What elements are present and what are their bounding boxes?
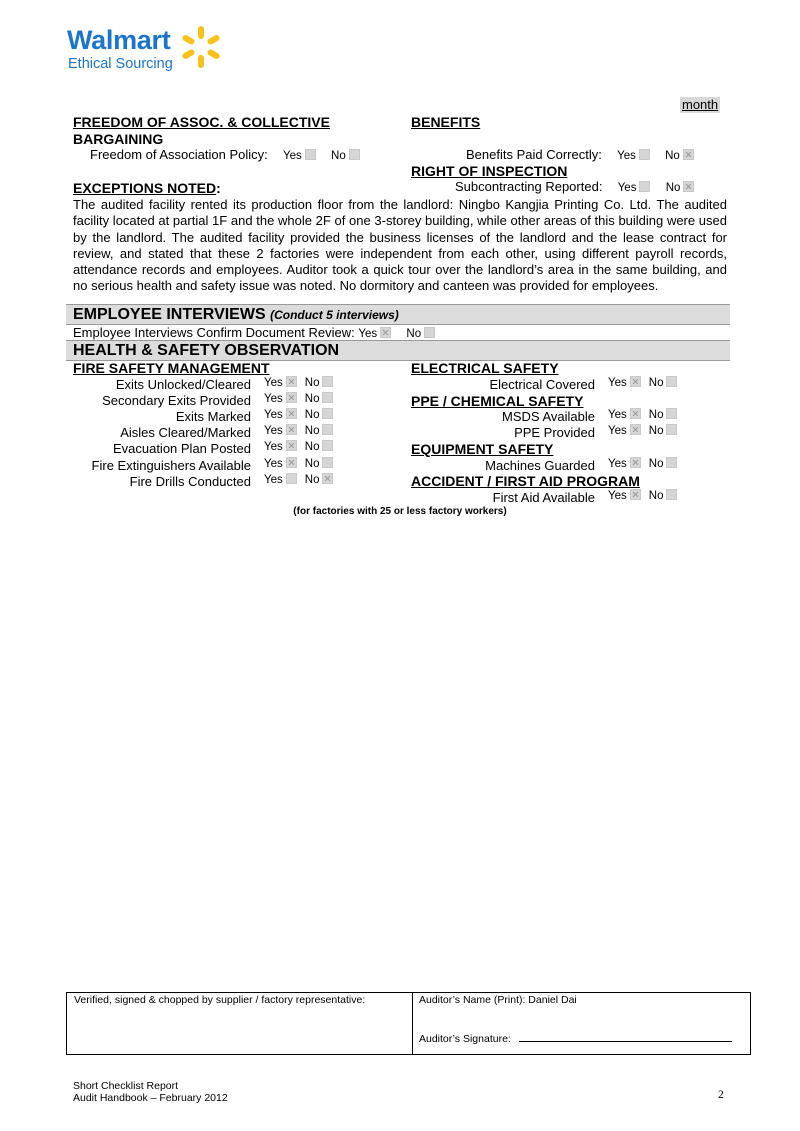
first-aid-yn <box>608 489 677 503</box>
fire-item-yn <box>264 457 333 471</box>
benefits-yes-label: Yes <box>617 150 636 162</box>
fire-no-checkbox[interactable] <box>322 408 333 419</box>
yes-label: Yes <box>608 490 627 502</box>
fire-item-yn <box>264 392 333 406</box>
fire-yes-checkbox[interactable] <box>286 408 297 419</box>
fire-item-yn <box>264 408 333 422</box>
footer-handbook-date: Audit Handbook – February 2012 <box>73 1092 228 1104</box>
fire-no-checkbox[interactable] <box>322 392 333 403</box>
subcontracting-label: Subcontracting Reported: <box>455 179 603 194</box>
employee-interviews-band <box>66 304 730 325</box>
yes-label: Yes <box>608 425 627 437</box>
freedom-policy-row <box>90 147 360 163</box>
ppe-no-checkbox[interactable] <box>666 424 677 435</box>
msds-yes-checkbox[interactable] <box>630 408 641 419</box>
electrical-safety-heading: ELECTRICAL SAFETY <box>411 360 559 376</box>
yes-label: Yes <box>608 458 627 470</box>
fire-item-label: Aisles Cleared/Marked <box>120 425 251 440</box>
freedom-heading <box>73 114 330 148</box>
page-number: 2 <box>718 1089 724 1101</box>
no-label: No <box>648 409 664 421</box>
no-label: No <box>304 474 320 486</box>
freedom-heading-line2: BARGAINING <box>73 131 164 147</box>
fire-item-label: Evacuation Plan Posted <box>112 441 251 456</box>
fire-item-label: Fire Extinguishers Available <box>91 458 251 473</box>
freedom-no-label: No <box>331 150 346 162</box>
yes-label: Yes <box>264 393 283 405</box>
ppe-provided-label: PPE Provided <box>514 425 595 440</box>
electrical-yes-checkbox[interactable] <box>630 376 641 387</box>
machines-yes-checkbox[interactable] <box>630 457 641 468</box>
no-label: No <box>648 490 664 502</box>
fire-item-yn <box>264 440 333 454</box>
fire-item-label: Fire Drills Conducted <box>129 474 251 489</box>
subcontracting-yes-checkbox[interactable] <box>639 181 650 192</box>
fire-no-checkbox[interactable] <box>322 440 333 451</box>
msds-yn <box>608 408 677 422</box>
right-of-inspection-heading: RIGHT OF INSPECTION <box>411 163 568 179</box>
freedom-no-checkbox[interactable] <box>349 149 360 160</box>
yes-label: Yes <box>264 409 283 421</box>
yes-label: Yes <box>608 409 627 421</box>
no-label: No <box>304 425 320 437</box>
msds-no-checkbox[interactable] <box>666 408 677 419</box>
yes-label: Yes <box>264 425 283 437</box>
benefits-no-label: No <box>665 150 680 162</box>
yes-label: Yes <box>264 441 283 453</box>
fire-yes-checkbox[interactable] <box>286 392 297 403</box>
interviews-yes-checkbox[interactable] <box>380 327 391 338</box>
freedom-yes-label: Yes <box>283 150 302 162</box>
subcontracting-yes-label: Yes <box>617 182 637 194</box>
no-label: No <box>304 409 320 421</box>
fire-item-yn <box>264 376 333 390</box>
signature-box <box>66 992 751 1055</box>
month-field[interactable]: month <box>682 97 719 112</box>
footer-report-title: Short Checklist Report <box>73 1080 179 1092</box>
fire-safety-heading: FIRE SAFETY MANAGEMENT <box>73 360 270 376</box>
fire-no-checkbox[interactable] <box>322 424 333 435</box>
benefits-yes-checkbox[interactable] <box>639 149 650 160</box>
fire-no-checkbox[interactable] <box>322 457 333 468</box>
walmart-spark-icon <box>178 24 224 70</box>
yes-label: Yes <box>608 377 627 389</box>
verified-signed-label: Verified, signed & chopped by supplier / factory representative: <box>74 994 366 1006</box>
first-aid-no-checkbox[interactable] <box>666 489 677 500</box>
no-label: No <box>648 377 664 389</box>
fire-yes-checkbox[interactable] <box>286 457 297 468</box>
fire-no-checkbox[interactable] <box>322 376 333 387</box>
fire-item-yn <box>264 473 333 487</box>
freedom-yes-checkbox[interactable] <box>305 149 316 160</box>
electrical-yn <box>608 376 677 390</box>
fire-yes-checkbox[interactable] <box>286 440 297 451</box>
ppe-yes-checkbox[interactable] <box>630 424 641 435</box>
freedom-heading-line1: FREEDOM OF ASSOC. & COLLECTIVE <box>73 114 330 130</box>
exceptions-text: The audited facility rented its production floor from the landlord: Ningbo Kangjia Printing Co. Ltd. The audited facility located at partial 1F and the whole 2F of one 3-storey building, while other areas of this building were used by the landlord. The audited facility provided the business licenses of the landlord and the lease contract for review, and stated that these 2 factories were independent from each other, using different payroll records, attendance records and employees. Auditor took a quick tour over the landlord’s area in the same building, and no serious health and safety issue was noted. No dormitory and canteen was provided for employees. <box>73 197 727 294</box>
health-safety-band <box>66 340 730 361</box>
fire-no-checkbox[interactable] <box>322 473 333 484</box>
ppe-yn <box>608 424 677 438</box>
employee-interviews-title <box>66 305 730 325</box>
machines-no-checkbox[interactable] <box>666 457 677 468</box>
walmart-logo-text: Walmart <box>67 25 171 55</box>
msds-available-label: MSDS Available <box>502 409 595 424</box>
no-label: No <box>304 441 320 453</box>
machines-guarded-label: Machines Guarded <box>485 458 595 473</box>
small-factory-note: (for factories with 25 or less factory workers) <box>293 506 507 517</box>
interviews-no-label: No <box>406 328 422 340</box>
benefits-paid-label: Benefits Paid Correctly: <box>466 147 602 162</box>
auditor-name: Auditor’s Name (Print): Daniel Dai <box>419 994 577 1006</box>
benefits-no-checkbox[interactable] <box>683 149 694 160</box>
subcontracting-no-label: No <box>665 182 681 194</box>
exceptions-heading <box>73 180 221 197</box>
yes-label: Yes <box>264 377 283 389</box>
first-aid-heading: ACCIDENT / FIRST AID PROGRAM <box>411 473 640 489</box>
benefits-row <box>466 147 694 163</box>
ethical-sourcing-label: Ethical Sourcing <box>68 56 173 72</box>
fire-item-yn <box>264 424 333 438</box>
no-label: No <box>304 377 320 389</box>
subcontracting-no-checkbox[interactable] <box>683 181 694 192</box>
electrical-covered-label: Electrical Covered <box>489 377 595 392</box>
interviews-confirm-row <box>73 325 435 341</box>
no-label: No <box>648 458 664 470</box>
interviews-confirm-label: Employee Interviews Confirm Document Review: <box>73 325 355 340</box>
ppe-chemical-heading: PPE / CHEMICAL SAFETY <box>411 393 584 409</box>
fire-yes-checkbox[interactable] <box>286 376 297 387</box>
auditor-signature-row <box>419 1032 732 1046</box>
equipment-safety-heading: EQUIPMENT SAFETY <box>411 441 554 457</box>
auditor-signature-line[interactable] <box>519 1032 732 1042</box>
first-aid-yes-checkbox[interactable] <box>630 489 641 500</box>
subcontracting-row <box>455 179 694 195</box>
no-label: No <box>648 425 664 437</box>
exceptions-heading-text: EXCEPTIONS NOTED <box>73 180 217 196</box>
no-label: No <box>304 393 320 405</box>
no-label: No <box>304 458 320 470</box>
fire-yes-checkbox[interactable] <box>286 424 297 435</box>
interviews-no-checkbox[interactable] <box>424 327 435 338</box>
footer <box>73 1080 228 1104</box>
machines-yn <box>608 457 677 471</box>
first-aid-available-label: First Aid Available <box>492 490 595 505</box>
auditor-signature-label: Auditor’s Signature: <box>419 1033 511 1045</box>
freedom-policy-label: Freedom of Association Policy: <box>90 147 268 162</box>
exceptions-colon: : <box>216 180 221 196</box>
fire-item-label: Exits Unlocked/Cleared <box>115 377 251 392</box>
yes-label: Yes <box>264 474 283 486</box>
employee-interviews-subnote: (Conduct 5 interviews) <box>270 308 399 322</box>
health-safety-heading: HEALTH & SAFETY OBSERVATION <box>73 342 340 359</box>
interviews-yes-label: Yes <box>358 328 378 340</box>
benefits-heading: BENEFITS <box>411 114 481 130</box>
fire-yes-checkbox[interactable] <box>286 473 297 484</box>
electrical-no-checkbox[interactable] <box>666 376 677 387</box>
fire-item-label: Secondary Exits Provided <box>102 393 251 408</box>
employee-interviews-heading: EMPLOYEE INTERVIEWS <box>73 306 266 323</box>
yes-label: Yes <box>264 458 283 470</box>
fire-item-label: Exits Marked <box>175 409 251 424</box>
